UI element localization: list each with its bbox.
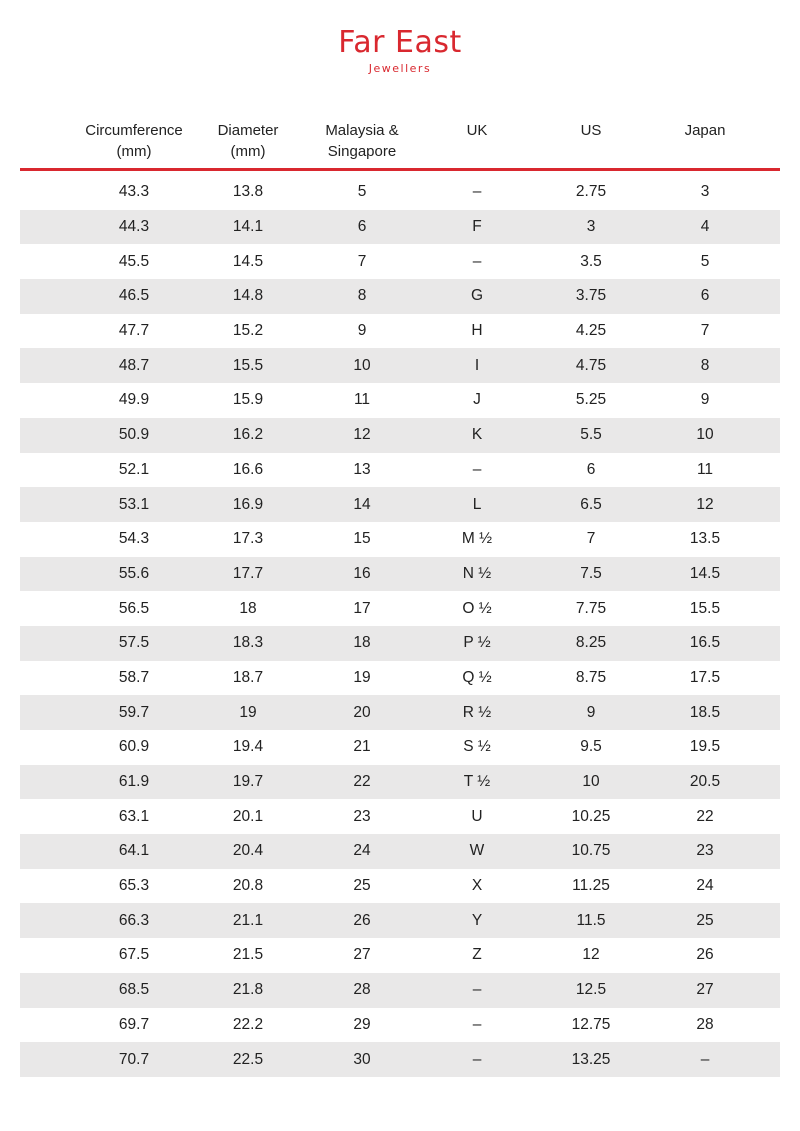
cell-malaysia-singapore: 22 <box>353 773 371 791</box>
table-row <box>20 765 780 800</box>
table-body <box>20 175 780 1077</box>
cell-uk: J <box>473 391 481 409</box>
cell-us: 10.75 <box>571 842 611 860</box>
cell-us: 2.75 <box>575 183 607 201</box>
table-row <box>20 661 780 696</box>
cell-diameter: 18.7 <box>232 668 264 686</box>
cell-us: 4.25 <box>575 322 607 340</box>
cell-malaysia-singapore: 15 <box>353 530 371 548</box>
cell-diameter: 16.6 <box>232 460 264 478</box>
cell-us: 13.25 <box>571 1050 611 1068</box>
cell-us: 8.25 <box>575 634 607 652</box>
cell-diameter: 19 <box>239 703 257 721</box>
cell-us: 7.75 <box>575 599 607 617</box>
cell-uk: Z <box>472 946 482 964</box>
table-row <box>20 383 780 418</box>
cell-malaysia-singapore: 16 <box>353 564 371 582</box>
cell-circumference: 44.3 <box>118 218 150 236</box>
table-row <box>20 1008 780 1043</box>
cell-diameter: 16.2 <box>232 426 264 444</box>
cell-circumference: 54.3 <box>118 530 150 548</box>
cell-uk: M ½ <box>461 530 493 548</box>
cell-circumference: 52.1 <box>118 460 150 478</box>
cell-circumference: 65.3 <box>118 877 150 895</box>
cell-japan: 6 <box>700 287 710 305</box>
cell-uk: L <box>472 495 482 513</box>
cell-japan: 10 <box>696 426 714 444</box>
cell-japan: 7 <box>700 322 710 340</box>
cell-malaysia-singapore: 14 <box>353 495 371 513</box>
cell-us: 9 <box>586 703 596 721</box>
cell-malaysia-singapore: 29 <box>353 1015 371 1033</box>
cell-japan: 25 <box>696 911 714 929</box>
cell-malaysia-singapore: 28 <box>353 981 371 999</box>
cell-uk: – <box>472 460 482 478</box>
column-header-line: Japan <box>684 122 726 139</box>
cell-us: 3.75 <box>575 287 607 305</box>
cell-us: 5.5 <box>580 426 602 444</box>
cell-japan: 8 <box>700 356 710 374</box>
column-header-line: (mm) <box>230 143 266 160</box>
cell-us: 3.5 <box>580 252 602 270</box>
cell-circumference: 49.9 <box>118 391 150 409</box>
table-row <box>20 175 780 210</box>
cell-diameter: 18.3 <box>232 634 264 652</box>
cell-japan: 9 <box>700 391 710 409</box>
cell-diameter: 21.8 <box>232 981 264 999</box>
cell-malaysia-singapore: 26 <box>353 911 371 929</box>
cell-japan: 14.5 <box>689 564 721 582</box>
cell-diameter: 22.5 <box>232 1050 264 1068</box>
table-row <box>20 522 780 557</box>
cell-japan: 13.5 <box>689 530 721 548</box>
cell-japan: 26 <box>696 946 714 964</box>
column-header-japan <box>645 120 765 141</box>
cell-circumference: 67.5 <box>118 946 150 964</box>
cell-us: 9.5 <box>580 738 602 756</box>
cell-uk: F <box>472 218 482 236</box>
cell-japan: – <box>700 1050 710 1068</box>
cell-malaysia-singapore: 21 <box>353 738 371 756</box>
cell-diameter: 21.5 <box>232 946 264 964</box>
cell-diameter: 17.7 <box>232 564 264 582</box>
cell-us: 6.5 <box>580 495 602 513</box>
cell-japan: 4 <box>700 218 710 236</box>
cell-malaysia-singapore: 24 <box>353 842 371 860</box>
cell-diameter: 19.7 <box>232 773 264 791</box>
cell-circumference: 68.5 <box>118 981 150 999</box>
cell-circumference: 58.7 <box>118 668 150 686</box>
cell-us: 10.25 <box>571 807 611 825</box>
cell-malaysia-singapore: 9 <box>357 322 367 340</box>
table-row <box>20 591 780 626</box>
column-header-uk <box>417 120 537 141</box>
cell-malaysia-singapore: 5 <box>357 183 367 201</box>
cell-circumference: 63.1 <box>118 807 150 825</box>
cell-diameter: 18 <box>239 599 257 617</box>
cell-uk: I <box>474 356 480 374</box>
cell-diameter: 19.4 <box>232 738 264 756</box>
table-row <box>20 279 780 314</box>
table-row <box>20 799 780 834</box>
cell-circumference: 43.3 <box>118 183 150 201</box>
cell-us: 12 <box>582 946 600 964</box>
cell-uk: – <box>472 1050 482 1068</box>
cell-uk: Q ½ <box>462 668 492 686</box>
cell-uk: Y <box>471 911 483 929</box>
cell-diameter: 15.5 <box>232 356 264 374</box>
cell-uk: R ½ <box>462 703 492 721</box>
cell-malaysia-singapore: 20 <box>353 703 371 721</box>
cell-circumference: 69.7 <box>118 1015 150 1033</box>
cell-circumference: 66.3 <box>118 911 150 929</box>
table-row <box>20 903 780 938</box>
cell-diameter: 20.8 <box>232 877 264 895</box>
cell-circumference: 45.5 <box>118 252 150 270</box>
cell-uk: H <box>471 322 483 340</box>
table-header-row <box>20 116 780 171</box>
cell-malaysia-singapore: 10 <box>353 356 371 374</box>
cell-us: 10 <box>582 773 600 791</box>
cell-japan: 5 <box>700 252 710 270</box>
cell-diameter: 16.9 <box>232 495 264 513</box>
cell-diameter: 13.8 <box>232 183 264 201</box>
table-row <box>20 869 780 904</box>
cell-us: 7.5 <box>580 564 602 582</box>
cell-malaysia-singapore: 6 <box>357 218 367 236</box>
cell-uk: T ½ <box>463 773 491 791</box>
column-header-line: US <box>580 122 602 139</box>
cell-uk: O ½ <box>462 599 492 617</box>
cell-uk: P ½ <box>463 634 491 652</box>
table-row <box>20 314 780 349</box>
column-header-diameter <box>188 120 308 162</box>
column-header-malaysia-singapore <box>302 120 422 162</box>
cell-diameter: 20.4 <box>232 842 264 860</box>
cell-circumference: 46.5 <box>118 287 150 305</box>
cell-malaysia-singapore: 8 <box>357 287 367 305</box>
cell-malaysia-singapore: 11 <box>353 391 371 409</box>
cell-uk: S ½ <box>463 738 491 756</box>
cell-malaysia-singapore: 25 <box>353 877 371 895</box>
cell-uk: – <box>472 183 482 201</box>
cell-japan: 23 <box>696 842 714 860</box>
cell-malaysia-singapore: 19 <box>353 668 371 686</box>
cell-us: 3 <box>586 218 596 236</box>
cell-us: 11.25 <box>572 877 610 895</box>
cell-circumference: 61.9 <box>118 773 150 791</box>
column-header-line: Singapore <box>327 143 397 160</box>
column-header-line: Diameter <box>217 122 279 139</box>
cell-uk: U <box>471 807 483 825</box>
cell-japan: 12 <box>696 495 714 513</box>
cell-diameter: 20.1 <box>232 807 264 825</box>
table-row <box>20 487 780 522</box>
cell-diameter: 15.2 <box>232 322 264 340</box>
cell-circumference: 56.5 <box>118 599 150 617</box>
cell-uk: – <box>472 981 482 999</box>
cell-circumference: 55.6 <box>118 564 150 582</box>
cell-circumference: 53.1 <box>118 495 150 513</box>
cell-malaysia-singapore: 30 <box>353 1050 371 1068</box>
table-row <box>20 973 780 1008</box>
table-row <box>20 418 780 453</box>
column-header-line: Malaysia & <box>325 122 399 139</box>
cell-diameter: 14.5 <box>232 252 264 270</box>
cell-us: 8.75 <box>575 668 607 686</box>
cell-us: 12.5 <box>575 981 607 999</box>
ring-size-table <box>20 116 780 1077</box>
cell-diameter: 15.9 <box>232 391 264 409</box>
cell-malaysia-singapore: 18 <box>353 634 371 652</box>
cell-uk: – <box>472 1015 482 1033</box>
cell-japan: 28 <box>696 1015 714 1033</box>
brand-logo <box>0 26 800 75</box>
cell-diameter: 14.1 <box>232 218 264 236</box>
cell-circumference: 64.1 <box>118 842 150 860</box>
cell-circumference: 60.9 <box>118 738 150 756</box>
brand-name: Far East <box>338 25 462 60</box>
cell-malaysia-singapore: 17 <box>353 599 371 617</box>
table-row <box>20 210 780 245</box>
cell-japan: 11 <box>696 460 714 478</box>
cell-japan: 19.5 <box>689 738 721 756</box>
table-row <box>20 834 780 869</box>
cell-diameter: 22.2 <box>232 1015 264 1033</box>
cell-us: 4.75 <box>575 356 607 374</box>
cell-uk: – <box>472 252 482 270</box>
cell-diameter: 17.3 <box>232 530 264 548</box>
column-header-line: Circumference <box>85 122 183 139</box>
cell-uk: W <box>469 842 485 860</box>
table-row <box>20 557 780 592</box>
cell-circumference: 70.7 <box>118 1050 150 1068</box>
cell-malaysia-singapore: 27 <box>353 946 371 964</box>
table-row <box>20 626 780 661</box>
cell-circumference: 47.7 <box>118 322 150 340</box>
cell-us: 7 <box>586 530 596 548</box>
table-row <box>20 348 780 383</box>
cell-japan: 20.5 <box>689 773 721 791</box>
cell-uk: N ½ <box>462 564 492 582</box>
cell-circumference: 57.5 <box>118 634 150 652</box>
table-row <box>20 730 780 765</box>
cell-uk: G <box>470 287 484 305</box>
cell-diameter: 14.8 <box>232 287 264 305</box>
cell-uk: X <box>471 877 483 895</box>
table-row <box>20 1042 780 1077</box>
cell-malaysia-singapore: 12 <box>353 426 371 444</box>
cell-us: 12.75 <box>571 1015 611 1033</box>
column-header-line: UK <box>466 122 488 139</box>
cell-circumference: 50.9 <box>118 426 150 444</box>
cell-japan: 22 <box>696 807 714 825</box>
cell-japan: 16.5 <box>689 634 721 652</box>
table-row <box>20 453 780 488</box>
cell-us: 6 <box>586 460 596 478</box>
cell-japan: 27 <box>696 981 714 999</box>
cell-japan: 18.5 <box>689 703 721 721</box>
column-header-line: (mm) <box>116 143 152 160</box>
cell-japan: 3 <box>700 183 710 201</box>
cell-circumference: 48.7 <box>118 356 150 374</box>
cell-us: 5.25 <box>575 391 607 409</box>
brand-subtitle: Jewellers <box>368 62 432 75</box>
table-row <box>20 695 780 730</box>
cell-malaysia-singapore: 7 <box>357 252 367 270</box>
cell-japan: 24 <box>696 877 714 895</box>
cell-uk: K <box>471 426 483 444</box>
cell-circumference: 59.7 <box>118 703 150 721</box>
cell-japan: 17.5 <box>689 668 721 686</box>
column-header-circumference <box>74 120 194 162</box>
cell-japan: 15.5 <box>689 599 721 617</box>
cell-malaysia-singapore: 23 <box>353 807 371 825</box>
table-row <box>20 244 780 279</box>
cell-us: 11.5 <box>576 911 606 929</box>
cell-diameter: 21.1 <box>232 911 264 929</box>
table-row <box>20 938 780 973</box>
column-header-us <box>531 120 651 141</box>
cell-malaysia-singapore: 13 <box>353 460 371 478</box>
